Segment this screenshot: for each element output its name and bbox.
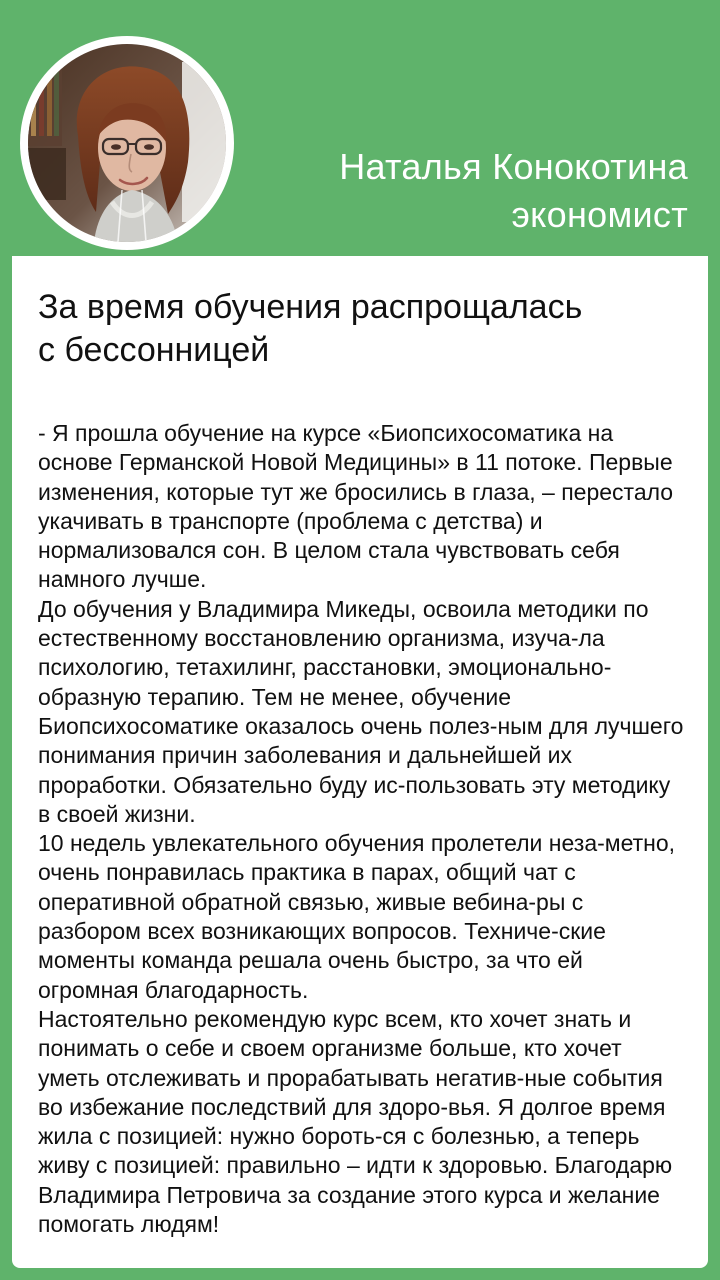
profile-header bbox=[0, 0, 720, 256]
testimonial-text bbox=[38, 419, 686, 1239]
testimonial-paragraph: До обучения у Владимира Микеды, освоила методики по естественному восстановлению организма, изуча-ла психологию, тетахилинг, расстановки, эмоционально-образную терапию. Тем не менее, обучение Биопсихосоматике оказалось очень полез-ным для лучшего понимания причин заболевания и дальнейшей их проработки. Обязательно буду ис-пользовать эту методику в своей жизни. bbox=[38, 595, 684, 827]
reviewer-photo bbox=[28, 44, 226, 242]
testimonial-content bbox=[12, 256, 708, 1268]
avatar bbox=[28, 44, 226, 242]
reviewer-name: Наталья Конокотина bbox=[339, 146, 688, 187]
avatar-ring bbox=[20, 36, 234, 250]
reviewer-profession: экономист bbox=[511, 194, 688, 235]
testimonial-headline bbox=[38, 286, 678, 372]
testimonial-paragraph: 10 недель увлекательного обучения пролетели неза-метно, очень понравилась практика в парах, общий чат с оперативной обратной связью, живые вебина-ры с разбором всех возникающих вопросов. Техниче-ские моменты команда решала очень быстро, за что ей огромная благодарность. bbox=[38, 830, 676, 1003]
headline-line-2: с бессонницей bbox=[38, 331, 270, 369]
testimonial-paragraph: Настоятельно рекомендую курс всем, кто хочет знать и понимать о себе и своем организме больше, кто хочет уметь отслеживать и прорабатывать негатив-ные события во избежание последствий для здоро-вья. Я долгое время жила с позицией: нужно бороть-ся с болезнью, а теперь живу с позицией: правильно – идти к здоровью. Благодарю Владимира Петровича за создание этого курса и желание помогать людям! bbox=[38, 1005, 673, 1238]
testimonial-paragraph: - Я прошла обучение на курсе «Биопсихосоматика на основе Германской Новой Медицины» в 11 потоке. Первые изменения, которые тут же бросились в глаза, – перестало укачивать в транспорте (проблема с детства) и нормализовался сон. В целом стала чувствовать себя намного лучше. bbox=[38, 420, 674, 593]
headline-line-1: За время обучения распрощалась bbox=[38, 288, 583, 326]
